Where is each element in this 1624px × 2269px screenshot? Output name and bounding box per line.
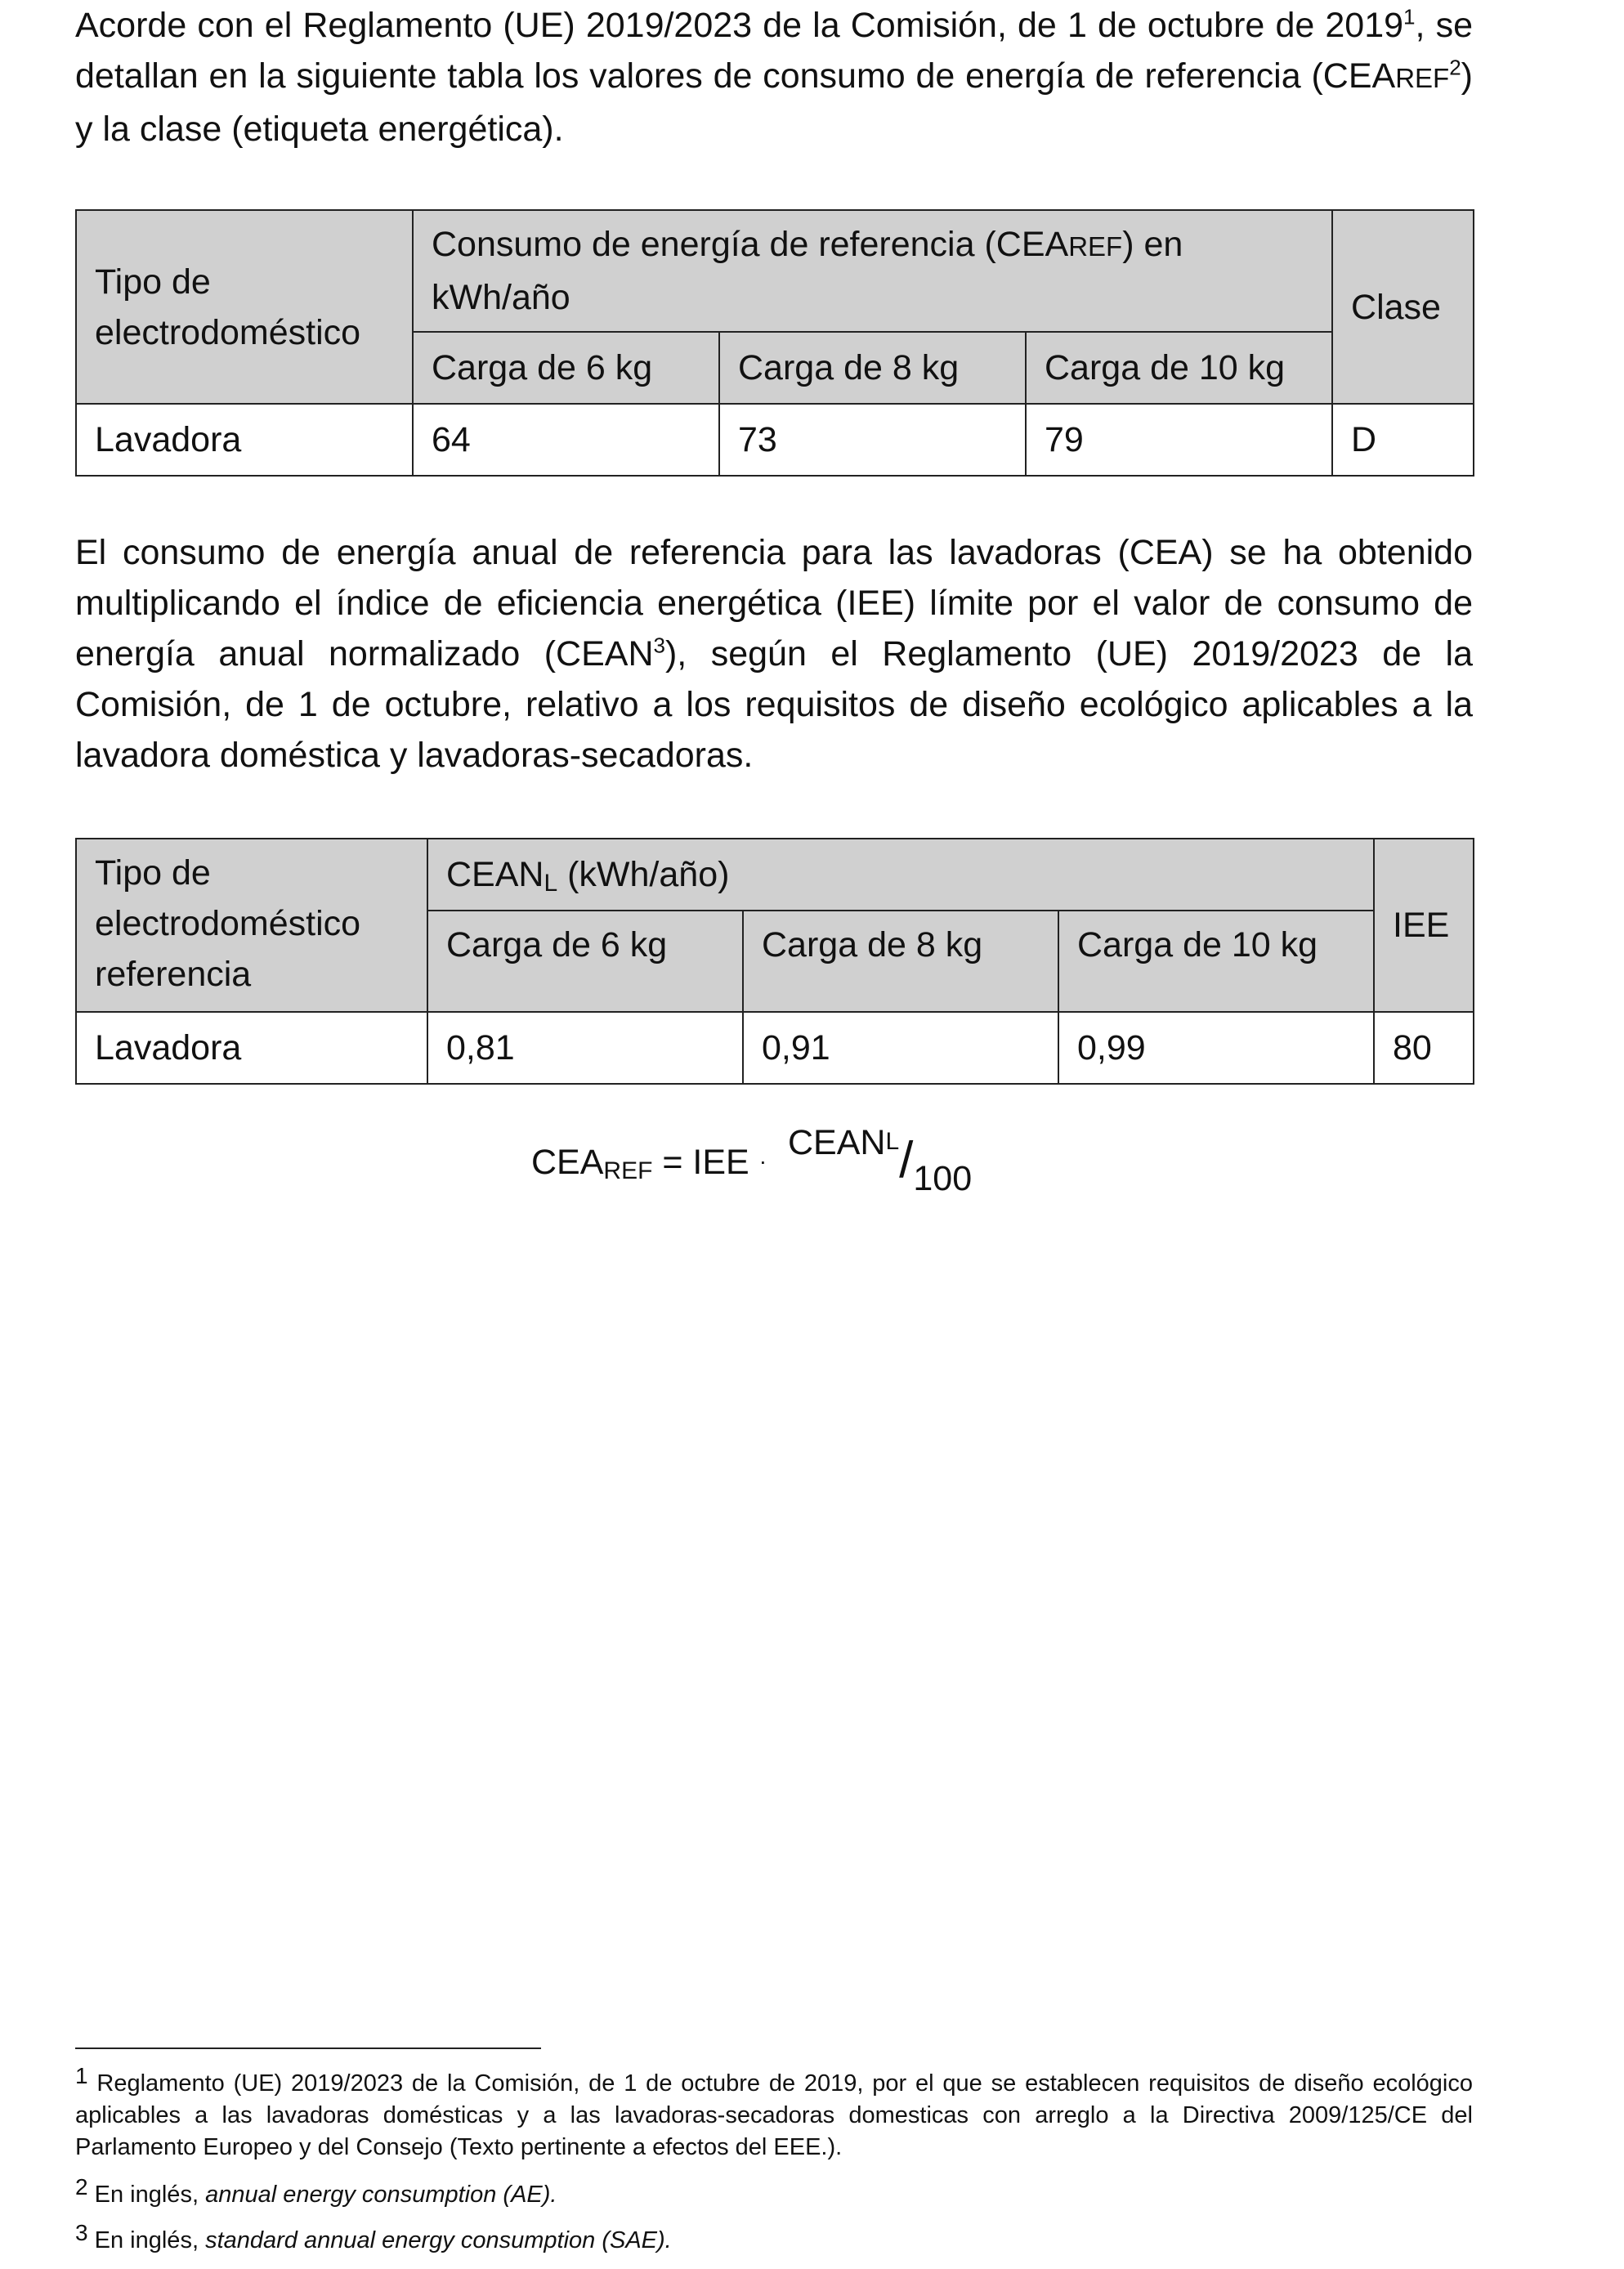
footnote-ref-1[interactable]: 1: [1403, 4, 1416, 29]
table1-col-header-class: Clase: [1332, 210, 1474, 404]
footnote-1: [75, 2063, 1473, 2164]
table-row: [76, 404, 1474, 476]
footnote-3: [75, 2220, 1473, 2257]
table2-group-header-pre: CEAN: [446, 855, 544, 894]
reference-consumption-table: [75, 209, 1474, 477]
footnote-ref-2[interactable]: 2: [1449, 55, 1461, 80]
cean-table: [75, 838, 1474, 1085]
table2-group-header-post: (kWh/año): [557, 855, 730, 894]
table1-subheader-10kg: Carga de 10 kg: [1026, 332, 1332, 404]
footnote-1-mark: 1: [75, 2063, 88, 2088]
formula-denominator: 100: [913, 1159, 973, 1198]
formula-num-text: CEAN: [787, 1123, 886, 1162]
table1-cell-6kg: 64: [413, 404, 719, 476]
table1-col-header-type: Tipo de electrodoméstico: [76, 210, 413, 404]
footnote-2: [75, 2174, 1473, 2211]
table2-group-header-sub: L: [544, 870, 558, 897]
ref-subscript: REF: [1395, 63, 1450, 93]
table1-cell-10kg: 79: [1026, 404, 1332, 476]
table2-cell-8kg: 0,91: [743, 1012, 1058, 1084]
formula-numerator: [788, 1123, 899, 1162]
method-text-end: ), según el Reglamento (UE) 2019/2023 de la Comisión, de 1 de octubre, relativo a los requisitos de diseño ecológico aplicables a la lavadora doméstica y lavadoras-secadoras.: [75, 634, 1473, 775]
footnote-1-text: Reglamento (UE) 2019/2023 de la Comisión, de 1 de octubre de 2019, por el que se establecen requisitos de diseño ecológico aplicables a las lavadoras domésticas y a las lavadoras-secadoras domesticas con arreglo a la Directiva 2009/125/CE del Parlamento Europeo y del Consejo (Texto pertinente a efectos del EEE.).: [75, 2070, 1473, 2160]
intro-text-start: Acorde con el Reglamento (UE) 2019/2023 de la Comisión, de 1 de octubre de 2019: [75, 6, 1404, 45]
table1-group-header: [413, 210, 1332, 332]
table1-cell-class: D: [1332, 404, 1474, 476]
formula-multiply-dot: ·: [758, 1148, 767, 1174]
formula-num-sub: L: [885, 1128, 900, 1155]
footnote-ref-3[interactable]: 3: [653, 633, 665, 658]
footnote-2-mark: 2: [75, 2174, 88, 2200]
footnote-2-prefix: En inglés,: [94, 2182, 206, 2208]
table2-subheader-8kg: Carga de 8 kg: [743, 911, 1058, 1012]
table2-col-header-iee: IEE: [1374, 839, 1474, 1012]
table-row: [76, 1012, 1474, 1084]
table1-group-header-pre: Consumo de energía de referencia (CEA: [432, 225, 1069, 264]
intro-text-end: ) y la clase (etiqueta energética).: [75, 56, 1473, 149]
footnote-3-mark: 3: [75, 2220, 88, 2245]
formula-lhs-sub: REF: [603, 1157, 653, 1184]
formula-eq: = IEE: [652, 1143, 759, 1182]
table2-group-header: [427, 839, 1374, 911]
formula-lhs: CEA: [531, 1143, 604, 1182]
footnote-2-italic: annual energy consumption (AE).: [205, 2182, 557, 2208]
table1-subheader-6kg: Carga de 6 kg: [413, 332, 719, 404]
table1-cell-8kg: 73: [719, 404, 1026, 476]
table1-group-header-sub: REF: [1068, 231, 1123, 262]
footnote-divider: [75, 2047, 541, 2049]
table2-cell-iee: 80: [1374, 1012, 1474, 1084]
table2-subheader-6kg: Carga de 6 kg: [427, 911, 743, 1012]
table1-subheader-8kg: Carga de 8 kg: [719, 332, 1026, 404]
table1-group-header-post: ) en kWh/año: [432, 225, 1183, 317]
intro-text-mid: , se detallan en la siguiente tabla los valores de consumo de energía de referencia (CEA: [75, 6, 1473, 96]
table2-cell-10kg: 0,99: [1058, 1012, 1374, 1084]
method-paragraph: [75, 527, 1473, 781]
table2-cell-type: Lavadora: [76, 1012, 427, 1084]
table2-col-header-type: Tipo de electrodoméstico referencia: [76, 839, 427, 1012]
footnote-3-italic: standard annual energy consumption (SAE).: [205, 2227, 672, 2253]
formula: [531, 1123, 973, 1198]
intro-paragraph: [75, 0, 1473, 154]
footnote-3-prefix: En inglés,: [94, 2227, 206, 2253]
formula-slash: /: [899, 1132, 914, 1188]
table2-cell-6kg: 0,81: [427, 1012, 743, 1084]
method-text-start: El consumo de energía anual de referencia para las lavadoras (CEA) se ha obtenido multiplicando el índice de eficiencia energética (IEE) límite por el valor de consumo de energía anual normalizado (CEAN: [75, 533, 1473, 674]
table1-cell-type: Lavadora: [76, 404, 413, 476]
table2-subheader-10kg: Carga de 10 kg: [1058, 911, 1374, 1012]
